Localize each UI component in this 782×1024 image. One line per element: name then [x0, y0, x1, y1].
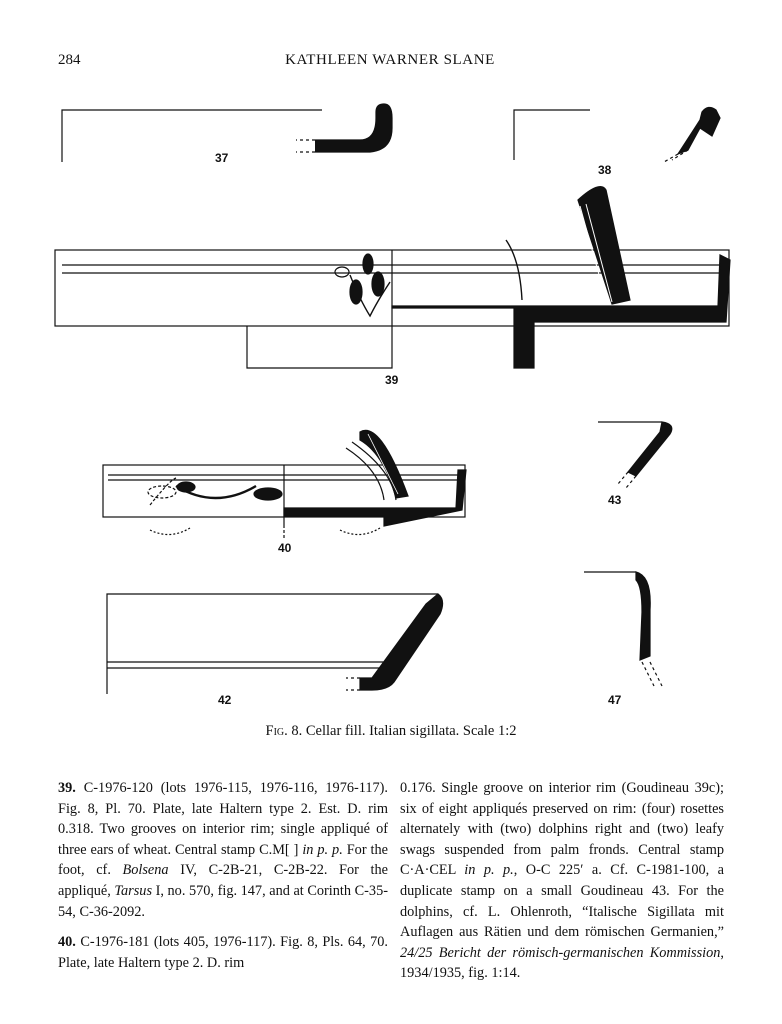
entry-number: 40.: [58, 934, 76, 951]
entry-text: IV, C-2B-21, C-2B-22. For the appliqué,: [58, 862, 388, 899]
entry-40: [58, 932, 388, 973]
label-47: 47: [608, 693, 622, 707]
entry-text: I, no. 570, fig. 147, and at Corinth C-35-54, C-36-2092.: [58, 882, 388, 920]
profile-43: [598, 422, 672, 507]
label-43: 43: [608, 493, 622, 507]
running-head: KATHLEEN WARNER SLANE: [285, 52, 495, 68]
caption-prefix: Fig. 8.: [265, 723, 303, 739]
entry-39: [58, 778, 388, 922]
label-42: 42: [218, 693, 232, 707]
entry-text: , O-C 225′ a. Cf. C-1981-100, a duplicate stamp on a small Goudineau 43. For the dolphins, cf. L. Ohlenroth, “Italische Sigillata mit Auflagen aus Rätien und dem römischen Germanien,”: [400, 862, 724, 941]
entry-italic: Bolsena: [122, 862, 169, 879]
profile-47: [584, 572, 662, 707]
label-37: 37: [215, 151, 229, 165]
label-38: 38: [598, 163, 612, 177]
entry-italic: Tarsus: [114, 882, 153, 899]
caption-text: Cellar fill. Italian sigillata. Scale 1:2: [305, 723, 517, 739]
wheat-applique-icon: [335, 254, 390, 316]
page-number: 284: [58, 52, 81, 68]
profile-38: [514, 107, 720, 177]
text-column-right: [400, 778, 724, 994]
label-39: 39: [385, 373, 399, 387]
entry-text: 0.176. Single groove on interior rim (Goudineau 39c); six of eight appliqués preserved on rim: (four) rosettes alternately with (two) dolphins right and (two) leafy swags suspended from palm fronds. Central stamp C·A·CEL: [400, 780, 724, 879]
entry-number: 39.: [58, 780, 76, 796]
entry-text: For the foot, cf.: [58, 841, 388, 879]
profile-40: [103, 430, 466, 555]
profile-37: [62, 104, 392, 165]
entry-40-continued: [400, 778, 724, 984]
entry-italic: in p. p.: [302, 841, 343, 858]
entry-text: C-1976-181 (lots 405, 1976-117). Fig. 8, Pls. 64, 70. Plate, late Haltern type 2. D. rim: [58, 934, 389, 971]
entry-italic: 24/25 Bericht der römisch-germanischen Kommission: [400, 944, 721, 961]
profile-42: [107, 594, 443, 707]
label-40: 40: [278, 541, 292, 555]
entry-italic: in p. p.: [464, 862, 514, 879]
figure-caption: [0, 723, 782, 740]
entry-text: , 1934/1935, fig. 1:14.: [400, 944, 724, 982]
dolphin-swag-applique-icon: [148, 478, 282, 505]
entry-text: C-1976-120 (lots 1976-115, 1976-116, 1976-117). Fig. 8, Pl. 70. Plate, late Haltern type 2. Est. D. rim 0.318. Two grooves on interior rim; single appliqué of three ears of wheat. Central stamp C.M[ ]: [58, 780, 389, 858]
text-column-left: [58, 778, 388, 983]
profile-39: [55, 187, 730, 387]
